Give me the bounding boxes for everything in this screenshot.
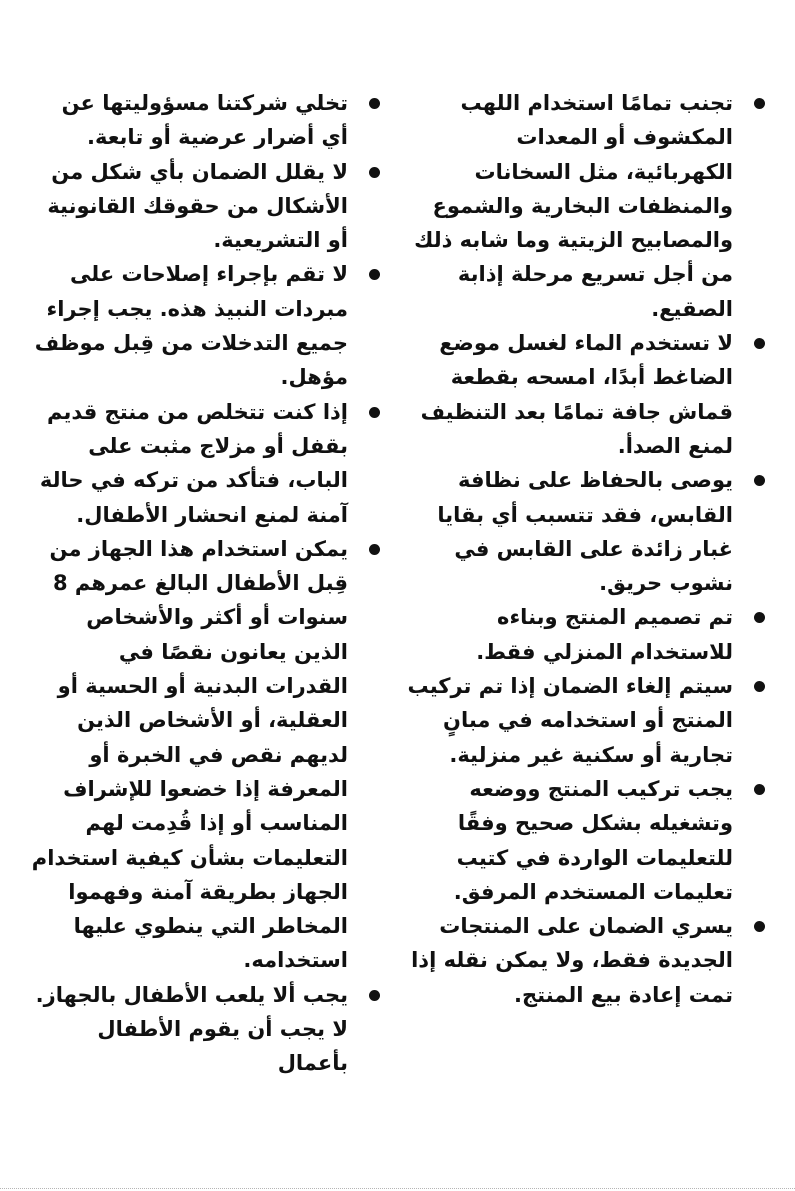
list-item-text: يجب تركيب المنتج ووضعه وتشغيله بشكل صحيح وفقًا للتعليمات الواردة في كتيب تعليمات المستخدم المرفق.: [453, 776, 733, 904]
list-item-text: تم تصميم المنتج وبناءه للاستخدام المنزلي فقط.: [476, 605, 733, 664]
list-item: [30, 155, 380, 258]
right-column-list: [407, 86, 765, 1106]
list-item: [407, 86, 765, 326]
bullet-icon: [369, 269, 380, 280]
left-column-list: [30, 86, 380, 1106]
list-item: [407, 463, 765, 600]
list-item: [30, 257, 380, 394]
list-item: [407, 772, 765, 909]
list-item-text: تخلي شركتنا مسؤوليتها عن أي أضرار عرضية أو تابعة.: [61, 91, 348, 150]
bullet-icon: [369, 990, 380, 1001]
list-item: [407, 669, 765, 772]
manual-page: [30, 86, 765, 1106]
bullet-icon: [754, 338, 765, 349]
list-item-text: سيتم إلغاء الضمان إذا تم تركيب المنتج أو استخدامه في مبانٍ تجارية أو سكنية غير منزلية.: [407, 674, 733, 767]
list-item: [407, 326, 765, 463]
list-item: [407, 600, 765, 669]
bullet-icon: [369, 544, 380, 555]
bullet-icon: [754, 921, 765, 932]
list-item-text: يمكن استخدام هذا الجهاز من قِبل الأطفال البالغ عمرهم 8 سنوات أو أكثر والأشخاص الذين يعانون نقصًا في القدرات البدنية أو الحسية أو العقلية، أو الأشخاص الذين لديهم نقص في الخبرة أو المعرفة إذا خضعوا للإشراف المناسب أو إذا قُدِمت لهم التعليمات بشأن كيفية استخدام الجهاز بطريقة آمنة وفهموا المخاطر التي ينطوي عليها استخدامه.: [31, 536, 348, 973]
list-item-text: يسري الضمان على المنتجات الجديدة فقط، ولا يمكن نقله إذا تمت إعادة بيع المنتج.: [411, 914, 733, 1007]
bullet-icon: [369, 407, 380, 418]
list-item-text: يجب ألا يلعب الأطفال بالجهاز. لا يجب أن يقوم الأطفال بأعمال: [35, 982, 348, 1076]
list-item: [30, 978, 380, 1081]
list-item-text: تجنب تمامًا استخدام اللهب المكشوف أو المعدات الكهربائية، مثل السخانات والمنظفات البخارية والشموع والمصابيح الزيتية وما شابه ذلك من أجل تسريع مرحلة إذابة الصقيع.: [414, 91, 733, 321]
list-item: [30, 395, 380, 532]
list-item: [407, 909, 765, 1012]
list-item-text: لا تقم بإجراء إصلاحات على مبردات النبيذ هذه. يجب إجراء جميع التدخلات من قِبل موظف مؤهل.: [34, 262, 348, 390]
bullet-icon: [754, 784, 765, 795]
bullet-icon: [754, 681, 765, 692]
bullet-icon: [369, 98, 380, 109]
list-item-text: لا يقلل الضمان بأي شكل من الأشكال من حقوقك القانونية أو التشريعية.: [47, 159, 348, 253]
bullet-icon: [754, 612, 765, 623]
list-item: [30, 532, 380, 978]
list-item-text: يوصى بالحفاظ على نظافة القابس، فقد تتسبب أي بقايا غبار زائدة على القابس في نشوب حريق.: [437, 468, 733, 596]
list-item-text: لا تستخدم الماء لغسل موضع الضاغط أبدًا، امسحه بقطعة قماش جافة تمامًا بعد التنظيف لمنع الصدأ.: [420, 331, 733, 458]
bullet-icon: [754, 475, 765, 486]
list-item: [30, 86, 380, 155]
bullet-icon: [369, 167, 380, 178]
list-item-text: إذا كنت تتخلص من منتج قديم بقفل أو مزلاج مثبت على الباب، فتأكد من تركه في حالة آمنة لمنع انحشار الأطفال.: [39, 399, 348, 527]
bullet-icon: [754, 98, 765, 109]
